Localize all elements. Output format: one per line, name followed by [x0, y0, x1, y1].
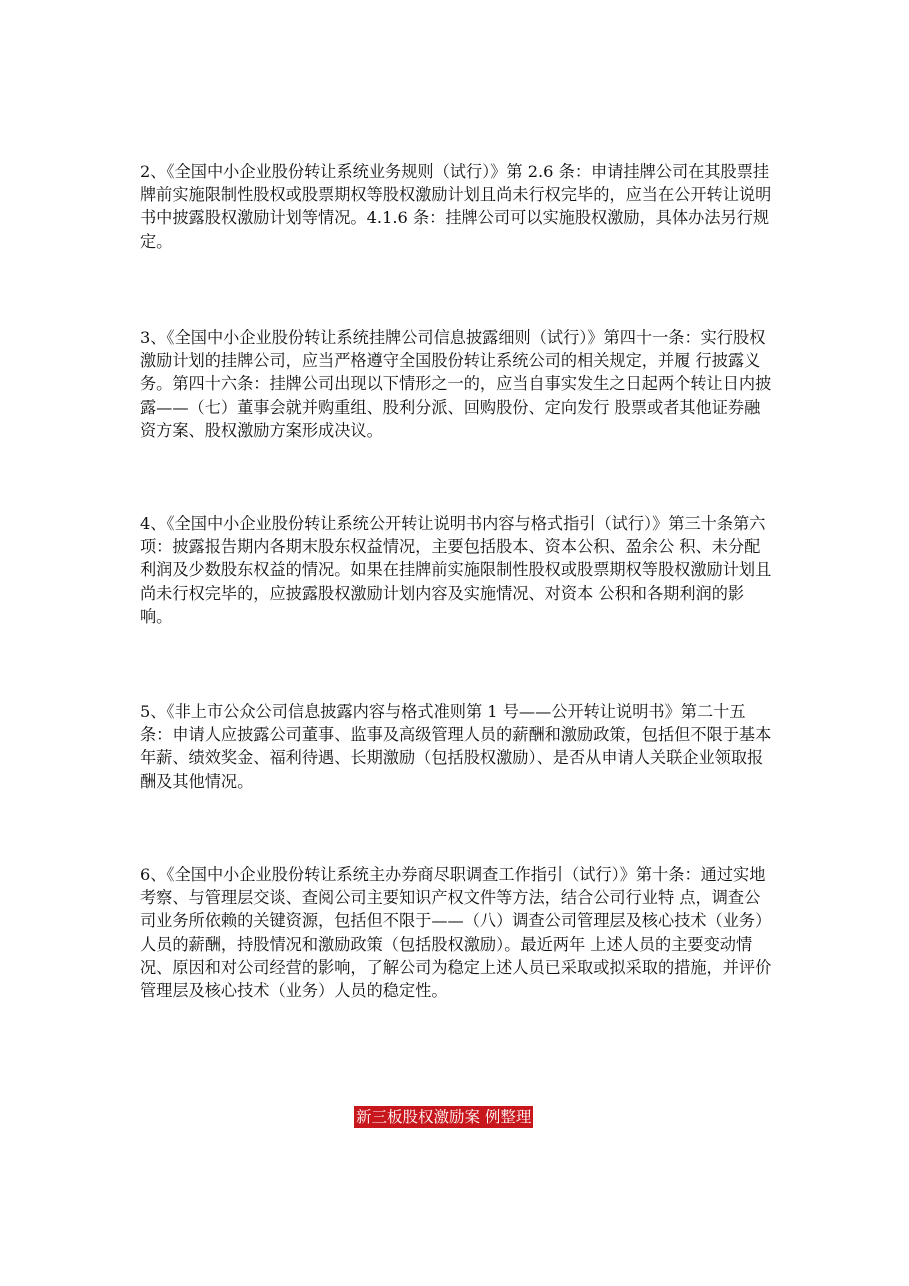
paragraph-rule-3: 3、《全国中小企业股份转让系统挂牌公司信息披露细则（试行）》第四十一条：实行股权激励计划的挂牌公司，应当严格遵守全国股份转让系统公司的相关规定，并履 行披露义务。第四十六条：挂牌公司出现以下情形之一的，应当自事实发生之日起两个转让日内披露——（七）董事会就并购重组、股利分派、回购股份、定向发行 股票或者其他证券融资方案、股权激励方案形成决议。: [140, 328, 772, 440]
paragraph-rule-4: 4、《全国中小企业股份转让系统公开转让说明书内容与格式指引（试行）》第三十条第六项：披露报告期内各期末股东权益情况，主要包括股本、资本公积、盈余公 积、未分配利润及少数股东权益的情况。如果在挂牌前实施限制性股权或股票期权等股权激励计划且尚未行权完毕的，应披露股权激励计划内容及实施情况、对资本 公积和各期利润的影响。: [140, 514, 772, 626]
footer-title-badge: 新三板股权激励案 例整理: [356, 1108, 532, 1126]
paragraph-rule-5: 5、《非上市公众公司信息披露内容与格式准则第 1 号——公开转让说明书》第二十五条：申请人应披露公司董事、监事及高级管理人员的薪酬和激励政策，包括但不限于基本年薪、绩效奖金、福利待遇、长期激励（包括股权激励）、是否从申请人关联企业领取报酬及其他情况。: [140, 702, 772, 791]
paragraph-rule-2: 2、《全国中小企业股份转让系统业务规则（试行）》第 2.6 条：申请挂牌公司在其股票挂牌前实施限制性股权或股票期权等股权激励计划且尚未行权完毕的，应当在公开转让说明书中披露股权激励计划等情况。4.1.6 条：挂牌公司可以实施股权激励，具体办法另行规定。: [140, 162, 772, 251]
paragraph-rule-6: 6、《全国中小企业股份转让系统主办券商尽职调查工作指引（试行）》第十条：通过实地考察、与管理层交谈、查阅公司主要知识产权文件等方法，结合公司行业特 点，调查公司业务所依赖的关键资源，包括但不限于——（八）调查公司管理层及核心技术（业务）人员的薪酬，持股情况和激励政策（包括股权激励）。最近两年 上述人员的主要变动情况、原因和对公司经营的影响，了解公司为稳定上述人员已采取或拟采取的措施，并评价管理层及核心技术（业务）人员的稳定性。: [140, 865, 772, 1001]
